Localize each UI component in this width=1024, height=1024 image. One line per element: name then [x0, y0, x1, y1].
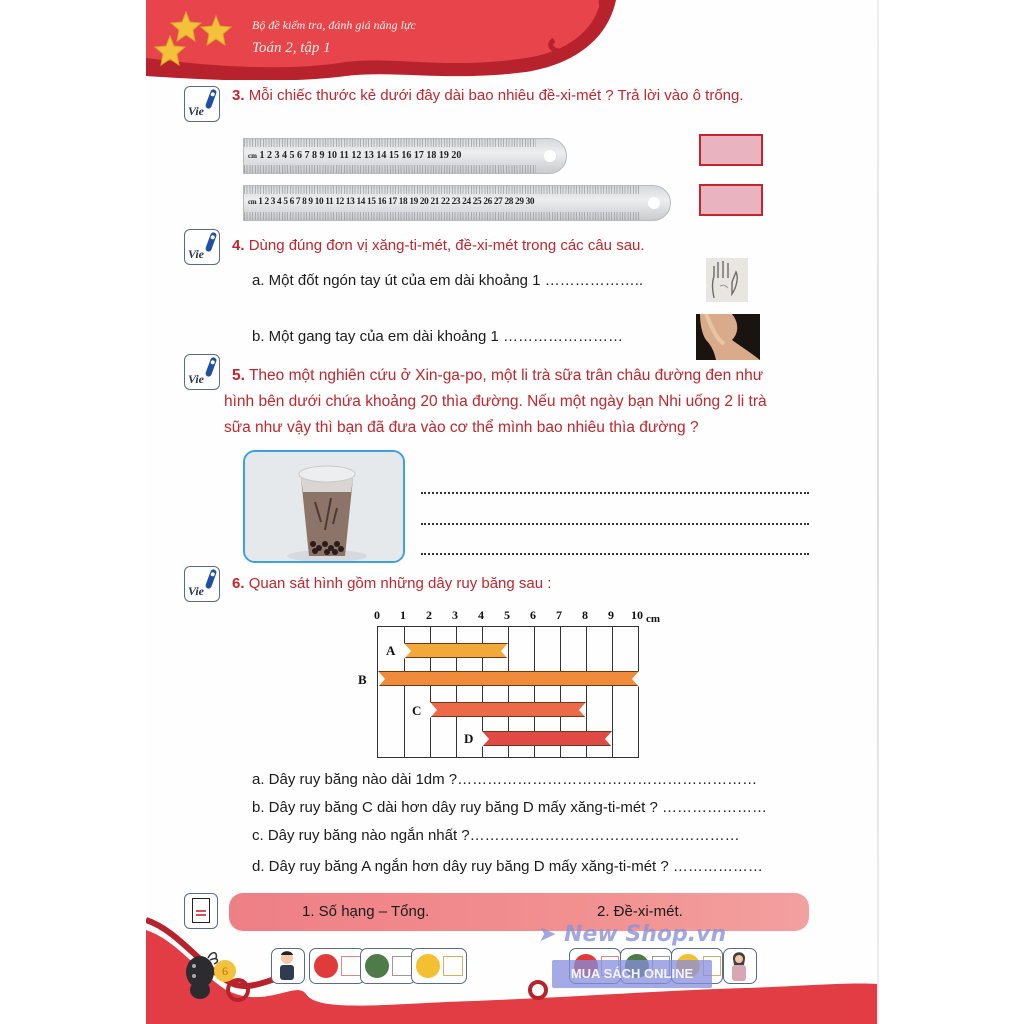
unit-label: cm — [646, 613, 661, 625]
exercise-4a-text: a. Một đốt ngón tay út của em dài khoảng 1 ……………….. — [252, 272, 644, 289]
footer-wave — [146, 910, 878, 1024]
chart-grid — [358, 626, 639, 758]
summary-item-1: 1. Số hạng – Tổng. — [302, 903, 430, 920]
answer-box-ruler-1[interactable] — [699, 134, 763, 166]
self-assessment-sick[interactable] — [360, 948, 416, 984]
tick-5: 5 — [504, 608, 510, 622]
worried-face-icon — [416, 954, 440, 978]
book-volume-title: Toán 2, tập 1 — [252, 40, 331, 56]
page-edge — [877, 0, 879, 1024]
buy-online-watermark-button[interactable]: MUA SÁCH ONLINE — [552, 960, 712, 988]
tick-1: 1 — [400, 608, 406, 622]
summary-item-2: 2. Đề-xi-mét. — [597, 903, 683, 920]
exercise-3-title: 3. Mỗi chiếc thước kẻ dưới đây dài bao nhiêu đề-xi-mét ? Trả lời vào ô trống. — [232, 87, 744, 104]
tick-8: 8 — [582, 608, 588, 622]
answer-line-3[interactable] — [421, 553, 809, 555]
answer-line-2[interactable] — [421, 523, 809, 525]
ribbon-chart — [358, 608, 661, 758]
exercise-6b-text: b. Dây ruy băng C dài hơn dây ruy băng D mấy xăng-ti-mét ? ………………… — [252, 799, 768, 816]
write-exercise-icon: Vie — [184, 229, 220, 265]
tick-7: 7 — [556, 608, 562, 622]
exercise-4-title: 4. Dùng đúng đơn vị xăng-ti-mét, đề-xi-mét trong các câu sau. — [232, 237, 645, 254]
ruler-30cm: cm 1 2 3 4 5 6 7 8 9 10 11 12 13 14 15 16 17 18 19 20 21 22 23 24 25 26 27 28 29 30 — [243, 185, 671, 221]
tick-2: 2 — [426, 608, 432, 622]
ribbon-a — [404, 643, 508, 658]
ribbon-label-a: A — [386, 643, 396, 658]
exercise-6a-text: a. Dây ruy băng nào dài 1dm ?…………………………………………………… — [252, 771, 758, 788]
checkbox[interactable] — [392, 956, 412, 976]
ruler-20cm: cm 1 2 3 4 5 6 7 8 9 10 11 12 13 14 15 16 17 18 19 20 — [243, 138, 567, 174]
write-exercise-icon: Vie — [184, 354, 220, 390]
tick-0: 0 — [374, 608, 380, 622]
self-assessment-angry[interactable] — [309, 948, 365, 984]
tick-3: 3 — [452, 608, 458, 622]
hand-icon — [706, 258, 748, 302]
answer-line-1[interactable] — [421, 492, 809, 494]
tick-10: 10 — [631, 608, 643, 622]
exercise-5-line-1: 5. Theo một nghiên cứu ở Xin-ga-po, một li trà sữa trân châu đường đen như — [232, 367, 764, 384]
bubble-tea-photo — [243, 450, 405, 563]
checkbox[interactable] — [341, 956, 361, 976]
exercise-6c-text: c. Dây ruy băng nào ngắn nhất ?……………………………………………… — [252, 827, 740, 844]
exercise-6d-text: d. Dây ruy băng A ngắn hơn dây ruy băng D mấy xăng-ti-mét ? ……………… — [252, 858, 763, 875]
workbook-page — [146, 0, 878, 1024]
angry-face-icon — [314, 954, 338, 978]
tick-9: 9 — [608, 608, 614, 622]
checkbox[interactable] — [443, 956, 463, 976]
tick-4: 4 — [478, 608, 484, 622]
ribbon-c — [430, 702, 586, 717]
write-exercise-icon: Vie — [184, 86, 220, 122]
hand-span-photo — [696, 314, 760, 360]
book-series-title: Bộ đề kiểm tra, đánh giá năng lực — [252, 18, 416, 32]
exercise-6-title: 6. Quan sát hình gồm những dây ruy băng sau : — [232, 575, 552, 592]
ribbon-b — [378, 671, 639, 686]
write-exercise-icon: Vie — [184, 566, 220, 602]
sick-face-icon — [365, 954, 389, 978]
answer-box-ruler-2[interactable] — [699, 184, 763, 216]
self-assessment-worried[interactable] — [411, 948, 467, 984]
exercise-5-line-3: sữa như vậy thì bạn đã đưa vào cơ thể mình bao nhiêu thìa đường ? — [224, 419, 699, 436]
boy-avatar — [271, 948, 305, 984]
ribbon-label-b: B — [358, 672, 367, 687]
ribbon-label-d: D — [464, 731, 474, 746]
exercise-5-line-2: hình bên dưới chứa khoảng 20 thìa đường. Nếu một ngày bạn Nhi uống 2 li trà — [224, 393, 767, 410]
watermark-arrow-icon: ➤ — [538, 922, 557, 947]
girl-avatar — [723, 948, 757, 984]
ribbon-label-c: C — [412, 703, 422, 718]
exercise-4b-text: b. Một gang tay của em dài khoảng 1 …………………… — [252, 328, 623, 345]
ribbon-d — [482, 731, 612, 746]
page-number: 6 — [214, 960, 236, 982]
watermark-logo: ➤ New Shop.vn — [538, 922, 727, 947]
tick-6: 6 — [530, 608, 536, 622]
